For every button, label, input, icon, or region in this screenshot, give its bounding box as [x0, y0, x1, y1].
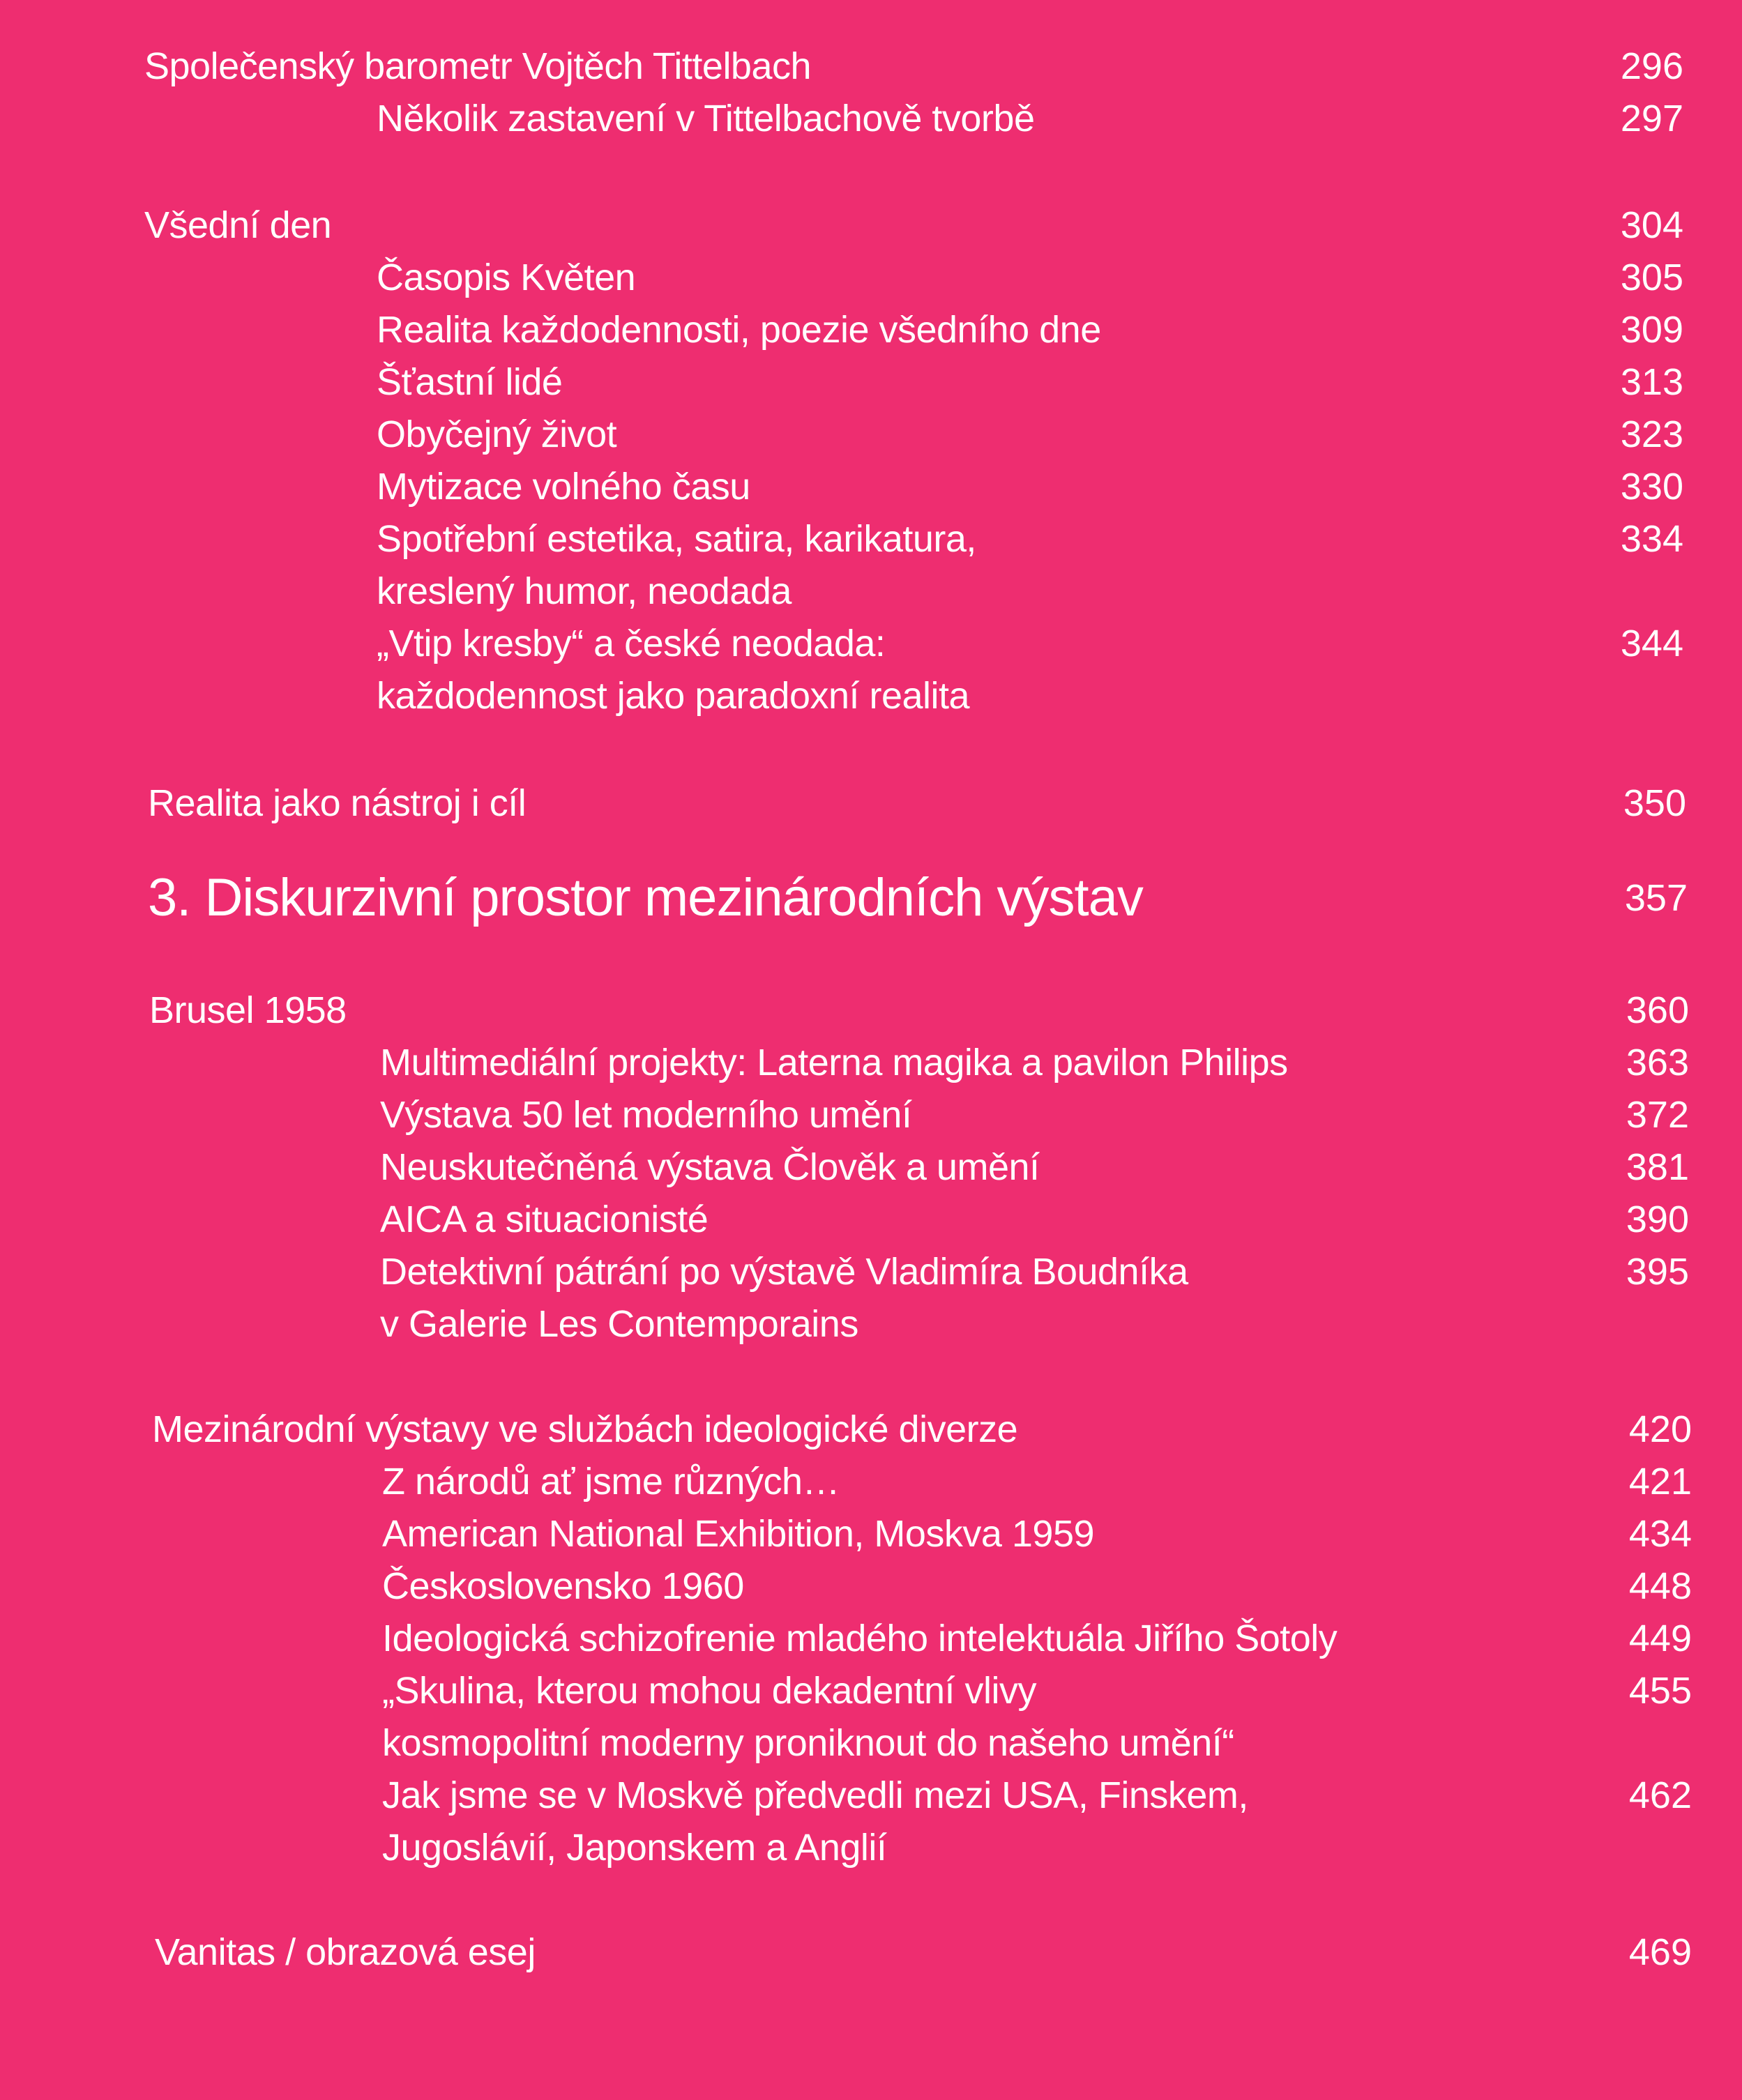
toc-entry-page: 323 — [1620, 413, 1683, 455]
toc-entry-title: Šťastní lidé — [377, 361, 563, 403]
toc-entry-title: Realita jako nástroj i cíl — [148, 782, 527, 824]
toc-entry-page: 305 — [1620, 257, 1683, 298]
toc-entry-subsection — [0, 304, 1742, 360]
toc-entry-title: v Galerie Les Contemporains — [380, 1303, 858, 1345]
toc-entry-title: Společenský barometr Vojtěch Tittelbach — [144, 45, 812, 87]
toc-entry-section — [0, 777, 1742, 833]
toc-entry-title: Neuskutečněná výstava Člověk a umění — [380, 1146, 1040, 1188]
toc-entry-title: kreslený humor, neodada — [377, 570, 792, 612]
toc-entry-subsection — [0, 1037, 1742, 1093]
toc-entry-page: 296 — [1620, 45, 1683, 87]
chapter-heading: 3. Diskurzivní prostor mezinárodních výstav — [148, 868, 1143, 927]
toc-entry-page: 434 — [1628, 1513, 1692, 1555]
toc-entry-subsection — [0, 1194, 1742, 1249]
toc-entry-page: 357 — [1624, 877, 1688, 919]
toc-entry-title: „Skulina, kterou mohou dekadentní vlivy — [382, 1670, 1037, 1712]
toc-entry-section — [0, 984, 1742, 1040]
toc-entry-subsection — [0, 1456, 1742, 1512]
toc-entry-title: Československo 1960 — [382, 1565, 744, 1607]
toc-entry-subsection — [0, 252, 1742, 307]
toc-entry-subsection — [0, 1246, 1742, 1302]
toc-entry-subsection — [0, 1560, 1742, 1616]
toc-entry-subsection — [0, 356, 1742, 412]
toc-entry-subsection — [0, 618, 1742, 674]
toc-entry-title: Mytizace volného času — [377, 466, 750, 508]
toc-entry-subsection — [0, 1613, 1742, 1668]
toc-entry-title: Brusel 1958 — [149, 989, 347, 1031]
toc-entry-title: Výstava 50 let moderního umění — [380, 1094, 912, 1136]
toc-entry-page: 309 — [1620, 309, 1683, 351]
toc-entry-subsection — [0, 1508, 1742, 1564]
toc-entry-page: 297 — [1620, 98, 1683, 139]
toc-entry-chapter — [0, 865, 1742, 934]
toc-entry-subsection — [0, 461, 1742, 517]
toc-entry-page: 448 — [1628, 1565, 1692, 1607]
toc-entry-page: 390 — [1626, 1199, 1689, 1240]
toc-entry-subsection — [0, 93, 1742, 149]
toc-entry-page: 395 — [1626, 1251, 1689, 1293]
toc-entry-title: AICA a situacionisté — [380, 1199, 709, 1240]
toc-entry-subsection — [0, 1141, 1742, 1197]
toc-entry-title: Časopis Květen — [377, 257, 636, 298]
toc-entry-subsection — [0, 1770, 1742, 1825]
toc-entry-subsection — [0, 409, 1742, 464]
toc-entry-subsection — [0, 513, 1742, 569]
toc-entry-page: 330 — [1620, 466, 1683, 508]
toc-entry-page: 420 — [1628, 1408, 1692, 1450]
toc-entry-title: Spotřební estetika, satira, karikatura, — [377, 518, 976, 560]
toc-entry-title: Mezinárodní výstavy ve službách ideologické diverze — [152, 1408, 1018, 1450]
toc-entry-title: Realita každodennosti, poezie všedního dne — [377, 309, 1101, 351]
toc-entry-page: 381 — [1626, 1146, 1689, 1188]
toc-entry-page: 334 — [1620, 518, 1683, 560]
toc-entry-subsection-continuation — [0, 1717, 1742, 1773]
toc-entry-subsection — [0, 1089, 1742, 1145]
toc-entry-title: Několik zastavení v Tittelbachově tvorbě — [377, 98, 1035, 139]
toc-entry-title: Jugoslávií, Japonskem a Anglií — [382, 1827, 887, 1869]
toc-entry-page: 421 — [1628, 1461, 1692, 1502]
toc-entry-subsection — [0, 1665, 1742, 1721]
toc-entry-title: Ideologická schizofrenie mladého intelektuála Jiřího Šotoly — [382, 1618, 1338, 1659]
toc-entry-subsection-continuation — [0, 1822, 1742, 1878]
toc-entry-page: 449 — [1628, 1618, 1692, 1659]
toc-entry-title: Obyčejný život — [377, 413, 617, 455]
toc-entry-title: American National Exhibition, Moskva 1959 — [382, 1513, 1095, 1555]
toc-entry-title: „Vtip kresby“ a české neodada: — [377, 623, 886, 664]
toc-entry-page: 304 — [1620, 204, 1683, 246]
toc-entry-title: Multimediální projekty: Laterna magika a pavilon Philips — [380, 1042, 1288, 1083]
toc-entry-page: 372 — [1626, 1094, 1689, 1136]
toc-entry-section — [0, 199, 1742, 255]
toc-entry-page: 462 — [1628, 1774, 1692, 1816]
toc-entry-page: 360 — [1626, 989, 1689, 1031]
toc-entry-page: 469 — [1628, 1931, 1692, 1973]
toc-entry-section — [0, 1926, 1742, 1982]
toc-entry-title: Z národů ať jsme různých… — [382, 1461, 840, 1502]
toc-entry-title: Detektivní pátrání po výstavě Vladimíra Boudníka — [380, 1251, 1188, 1293]
toc-entry-title: Vanitas / obrazová esej — [155, 1931, 536, 1973]
toc-entry-page: 455 — [1628, 1670, 1692, 1712]
toc-entry-subsection-continuation — [0, 1298, 1742, 1354]
toc-entry-subsection-continuation — [0, 565, 1742, 621]
toc-entry-title: Všední den — [144, 204, 332, 246]
toc-entry-title: každodennost jako paradoxní realita — [377, 675, 970, 717]
toc-entry-subsection-continuation — [0, 670, 1742, 726]
toc-entry-page: 363 — [1626, 1042, 1689, 1083]
toc-entry-section — [0, 40, 1742, 96]
toc-entry-section — [0, 1403, 1742, 1459]
toc-entry-title: Jak jsme se v Moskvě předvedli mezi USA, Finskem, — [382, 1774, 1248, 1816]
toc-entry-page: 313 — [1620, 361, 1683, 403]
toc-entry-title: kosmopolitní moderny proniknout do našeho umění“ — [382, 1722, 1234, 1764]
toc-entry-page: 344 — [1620, 623, 1683, 664]
toc-entry-page: 350 — [1623, 782, 1686, 824]
